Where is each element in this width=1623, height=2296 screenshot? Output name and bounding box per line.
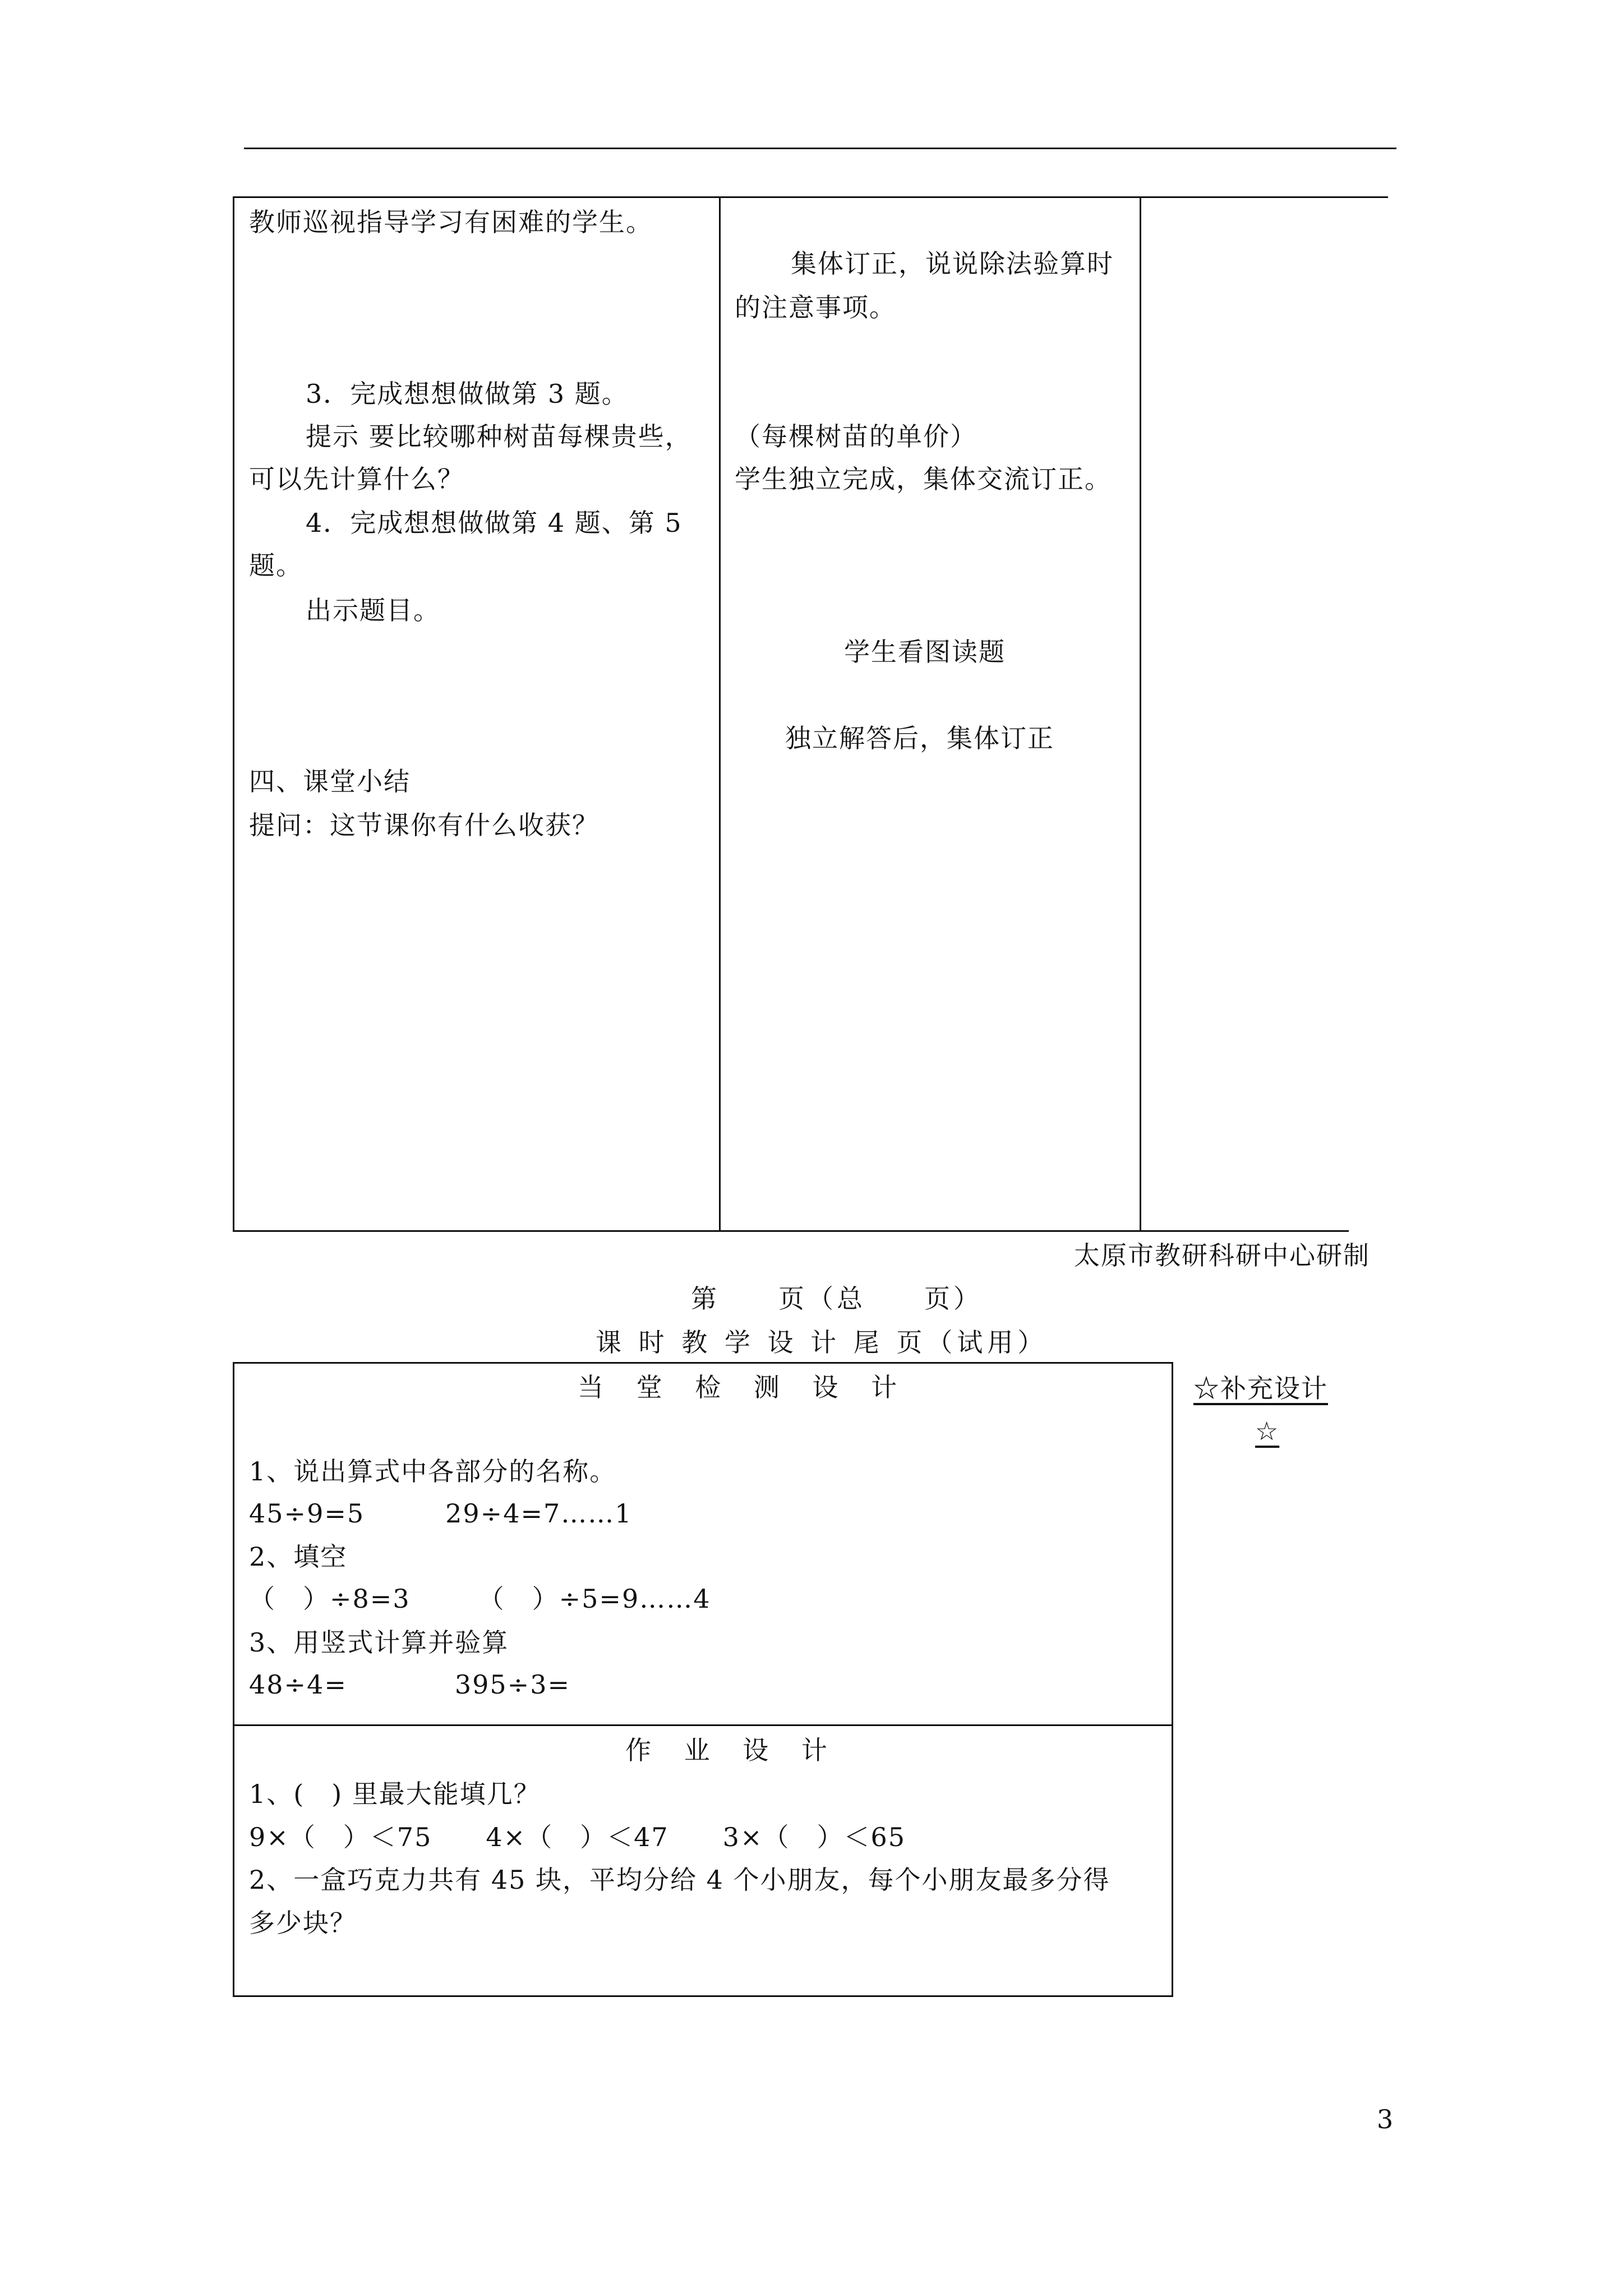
top-table-left-border	[233, 196, 234, 1232]
teacher-note: 教师巡视指导学习有困难的学生。	[249, 207, 653, 237]
test-heading: 当 堂 检 测 设 计	[578, 1372, 910, 1402]
top-table-divider-1	[719, 196, 721, 1232]
unit-price-note: （每棵树苗的单价）	[735, 421, 977, 452]
supplement-label: ☆补充设计	[1193, 1373, 1328, 1404]
supplement-star: ☆	[1255, 1416, 1280, 1446]
page-number: 3	[1377, 2104, 1395, 2134]
hint-line-2: 可以先计算什么？	[249, 464, 464, 494]
page-counter: 第 页（总 页）	[691, 1283, 983, 1314]
homework-heading: 作 业 设 计	[625, 1735, 840, 1765]
test-line-5: 3、用竖式计算并验算	[249, 1627, 509, 1658]
homework-line-4: 多少块？	[249, 1908, 357, 1938]
top-table-bottom-border	[233, 1230, 1349, 1232]
solve-and-correct: 独立解答后，集体订正	[785, 723, 1054, 753]
test-line-2: 45÷9=5 29÷4=7……1	[249, 1498, 633, 1529]
test-line-3: 2、填空	[249, 1542, 348, 1572]
test-line-1: 1、说出算式中各部分的名称。	[249, 1456, 617, 1487]
top-table-divider-2	[1140, 196, 1141, 1232]
section-divider	[233, 1724, 1173, 1726]
step-4-line-2: 题。	[249, 550, 303, 581]
tail-title: 课 时 教 学 设 计 尾 页（试用）	[596, 1327, 1048, 1358]
summary-heading: 四、课堂小结	[249, 766, 411, 797]
footer-credit: 太原市教研科研中心研制	[1074, 1240, 1370, 1271]
correction-line-2: 的注意事项。	[735, 292, 896, 323]
homework-line-2: 9×（ ）＜75 4×（ ）＜47 3×（ ）＜65	[249, 1822, 906, 1852]
read-picture: 学生看图读题	[844, 637, 1006, 667]
top-table-top-border	[233, 196, 1388, 198]
correction-line-1: 集体订正，说说除法验算时	[791, 249, 1114, 279]
step-3-text: 3．完成想想做做第 3 题。	[306, 379, 629, 409]
show-question: 出示题目。	[306, 595, 440, 625]
homework-line-3: 2、一盒巧克力共有 45 块，平均分给 4 个小朋友，每个小朋友最多分得	[249, 1865, 1110, 1895]
homework-line-1: 1、( ) 里最大能填几？	[249, 1779, 541, 1809]
header-rule	[244, 148, 1396, 149]
test-line-6: 48÷4= 395÷3=	[249, 1669, 571, 1700]
summary-question: 提问：这节课你有什么收获？	[249, 810, 599, 840]
hint-line-1: 提示 要比较哪种树苗每棵贵些，	[306, 421, 692, 452]
step-4-line-1: 4．完成想想做做第 4 题、第 5	[306, 508, 683, 538]
independent-work: 学生独立完成，集体交流订正。	[735, 464, 1112, 494]
test-line-4: （ ）÷8=3 （ ）÷5=9……4	[249, 1584, 711, 1614]
